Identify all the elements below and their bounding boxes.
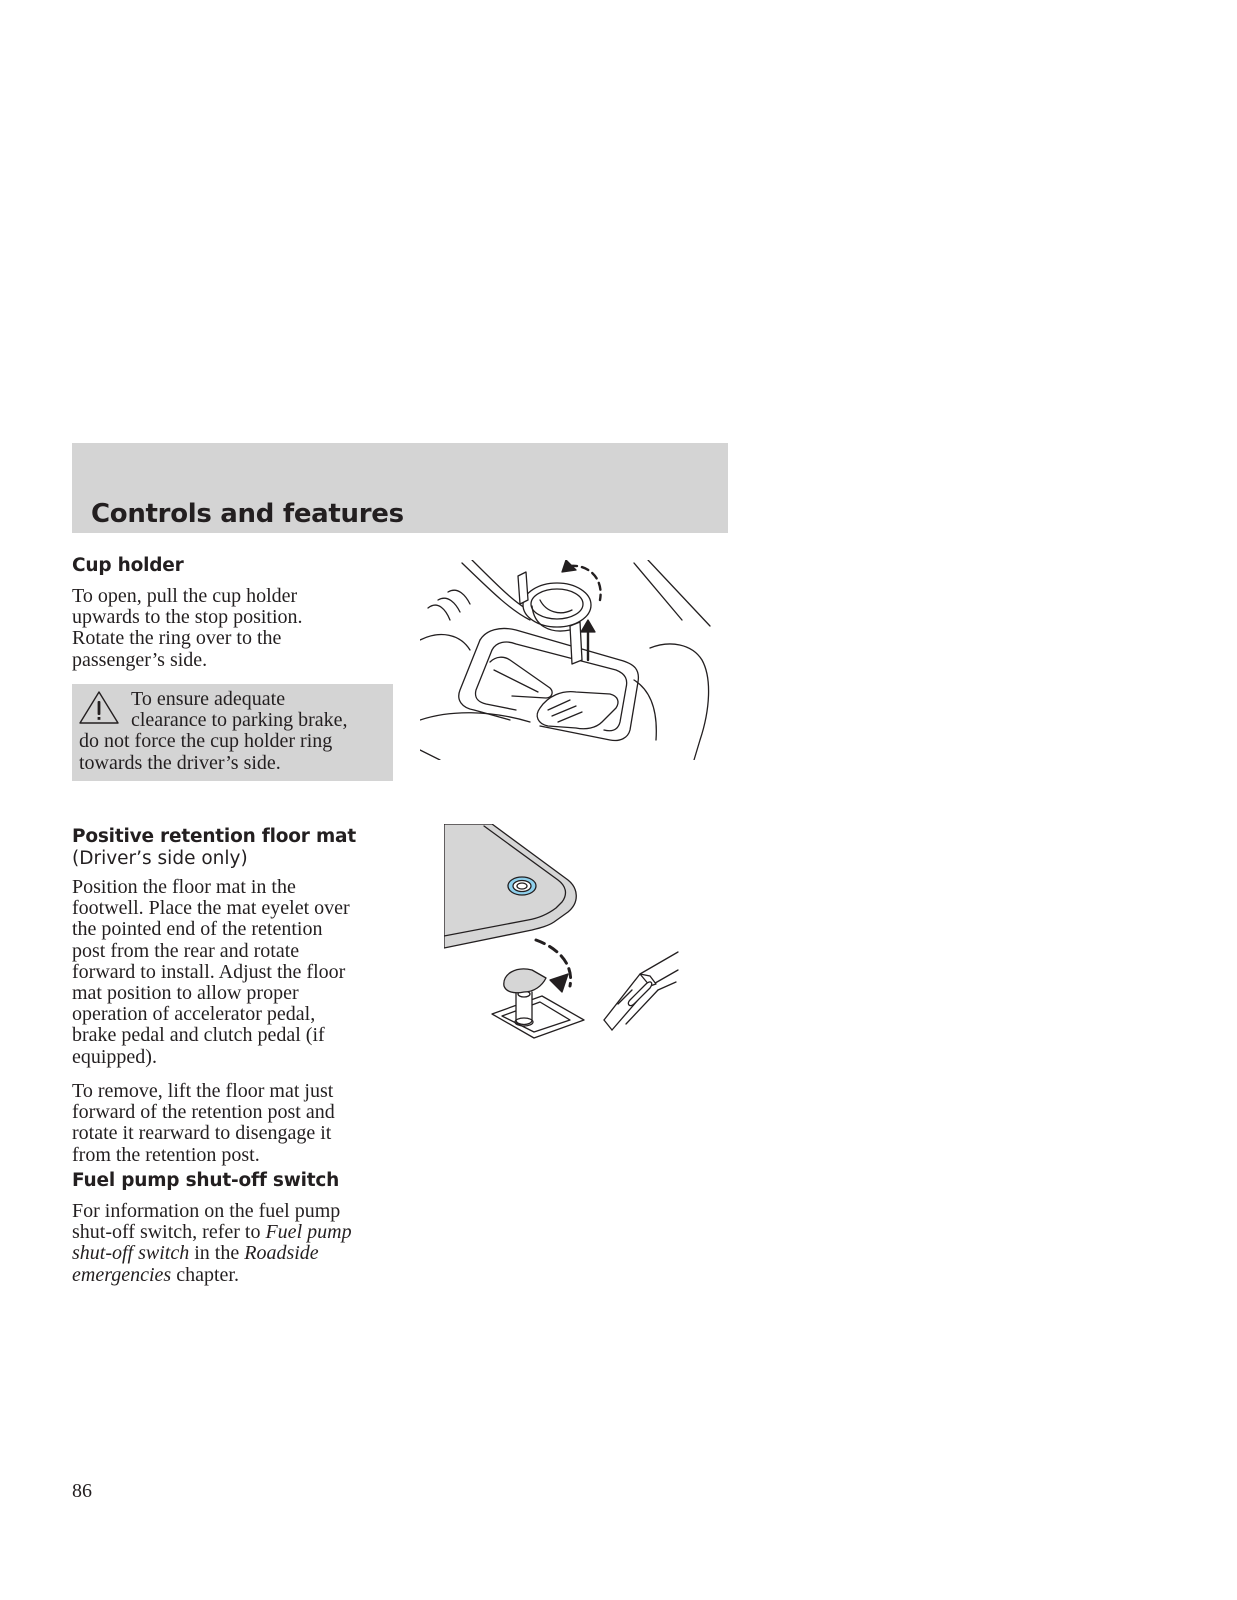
floor-mat-p1-line-2: footwell. Place the mat eyelet over: [72, 897, 350, 920]
warning-line-1: To ensure adequate: [131, 688, 286, 710]
cup-holder-line-3: Rotate the ring over to the: [72, 627, 282, 650]
cup-holder-illustration: [420, 560, 730, 760]
floor-mat-p1-line-6: mat position to allow proper: [72, 982, 299, 1005]
roadside-chapter-text-cont: emergencies: [72, 1263, 172, 1286]
section-header-band: [72, 443, 728, 533]
fuel-pump-line-2: [72, 1222, 402, 1243]
floor-mat-p1-line-3: the pointed end of the retention: [72, 918, 323, 941]
fuel-pump-heading: Fuel pump shut-off switch: [72, 1170, 340, 1191]
fuel-pump-link-text: Fuel pump: [265, 1221, 352, 1244]
floor-mat-p1-line-8: brake pedal and clutch pedal (if: [72, 1024, 325, 1047]
fuel-pump-line-3-text: in the: [189, 1242, 245, 1265]
fuel-pump-line-4: [72, 1265, 402, 1286]
cup-holder-heading: Cup holder: [72, 555, 184, 576]
floor-mat-p2-line-1: To remove, lift the floor mat just: [72, 1080, 334, 1102]
fuel-pump-link-text-cont: shut-off switch: [72, 1242, 190, 1265]
warning-text: [79, 689, 348, 774]
floor-mat-p2-line-3: rotate it rearward to disengage it: [72, 1122, 332, 1145]
fuel-pump-line-2-text: shut-off switch, refer to: [72, 1221, 266, 1244]
warning-line-4: towards the driver’s side.: [79, 751, 281, 774]
floor-mat-p1-line-4: post from the rear and rotate: [72, 939, 300, 962]
section-title: Controls and features: [91, 499, 404, 529]
floor-mat-p1-line-1: Position the floor mat in the: [72, 876, 296, 898]
floor-mat-heading: Positive retention floor mat: [72, 826, 356, 847]
cup-holder-line-1: To open, pull the cup holder: [72, 585, 298, 607]
floor-mat-p1-line-9: equipped).: [72, 1045, 157, 1068]
floor-mat-p1-line-7: operation of accelerator pedal,: [72, 1003, 316, 1026]
floor-mat-subheading: (Driver’s side only): [72, 848, 248, 869]
cup-holder-instructions: [72, 586, 402, 671]
floor-mat-remove-text: [72, 1081, 402, 1166]
warning-box: [72, 684, 393, 781]
floor-mat-p2-line-4: from the retention post.: [72, 1143, 260, 1166]
floor-mat-p2-line-2: forward of the retention post and: [72, 1101, 335, 1124]
floor-mat-illustration: [444, 824, 694, 1044]
fuel-pump-line-1: For information on the fuel pump: [72, 1200, 341, 1222]
page-number: 86: [72, 1480, 92, 1502]
floor-mat-install-text: [72, 877, 402, 1068]
fuel-pump-text: [72, 1201, 402, 1286]
floor-mat-p1-line-5: forward to install. Adjust the floor: [72, 960, 346, 983]
cup-holder-line-2: upwards to the stop position.: [72, 606, 303, 629]
cup-holder-line-4: passenger’s side.: [72, 648, 208, 671]
fuel-pump-line-3: [72, 1243, 402, 1264]
warning-line-3: do not force the cup holder ring: [79, 730, 333, 753]
warning-line-2: clearance to parking brake,: [131, 709, 348, 732]
roadside-chapter-text: Roadside: [244, 1242, 319, 1265]
fuel-pump-line-4-text: chapter.: [171, 1263, 239, 1286]
